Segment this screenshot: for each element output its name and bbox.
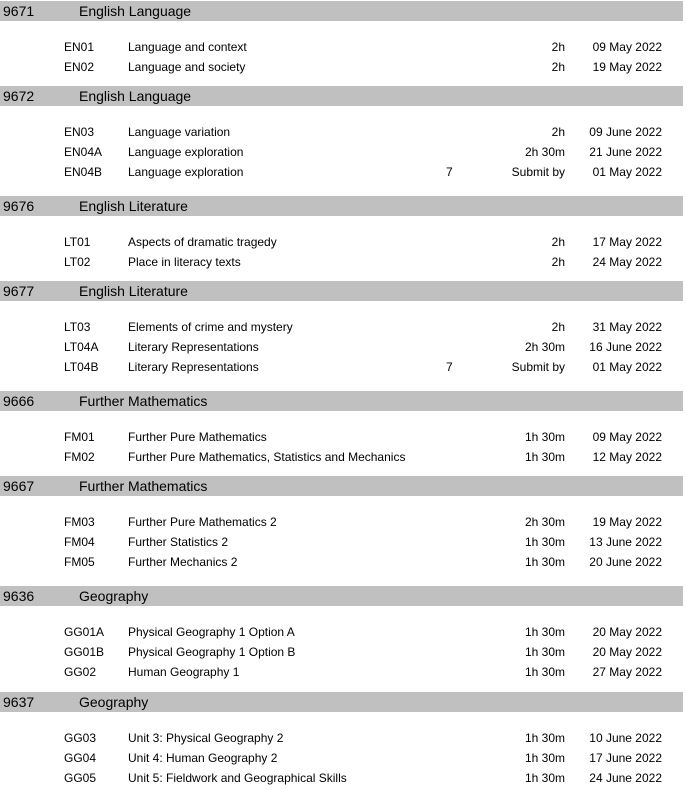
section-header xyxy=(0,692,683,712)
section-name: Geography xyxy=(79,588,149,604)
component-code: LT04B xyxy=(64,360,99,374)
component-code: FM04 xyxy=(64,535,95,549)
component-marks: 7 xyxy=(446,360,453,374)
component-date: 09 May 2022 xyxy=(592,430,662,444)
component-title: Unit 3: Physical Geography 2 xyxy=(128,731,284,745)
component-title: Physical Geography 1 Option B xyxy=(128,645,296,659)
component-duration: 1h 30m xyxy=(524,665,565,679)
component-row xyxy=(0,162,687,182)
component-duration: 1h 30m xyxy=(524,555,565,569)
component-title: Language exploration xyxy=(128,165,244,179)
section-header xyxy=(0,86,683,106)
component-row xyxy=(0,728,687,748)
component-row xyxy=(0,122,687,142)
component-code: LT04A xyxy=(64,340,99,354)
component-date: 19 May 2022 xyxy=(592,60,662,74)
component-row xyxy=(0,252,687,272)
section-name: English Language xyxy=(79,88,192,104)
component-date: 17 May 2022 xyxy=(592,235,662,249)
component-date: 16 June 2022 xyxy=(589,340,662,354)
component-date: 17 June 2022 xyxy=(589,751,662,765)
component-code: GG01B xyxy=(64,645,105,659)
component-code: FM05 xyxy=(64,555,95,569)
component-title: Language and society xyxy=(128,60,246,74)
component-title: Language exploration xyxy=(128,145,244,159)
section-header xyxy=(0,196,683,216)
component-title: Literary Representations xyxy=(128,340,259,354)
component-row xyxy=(0,427,687,447)
component-duration: 2h 30m xyxy=(524,340,565,354)
section-code: 9637 xyxy=(3,694,35,710)
component-date: 12 May 2022 xyxy=(592,450,662,464)
component-row xyxy=(0,337,687,357)
component-row xyxy=(0,37,687,57)
component-duration: 1h 30m xyxy=(524,450,565,464)
component-row xyxy=(0,622,687,642)
component-code: FM01 xyxy=(64,430,95,444)
component-title: Further Mechanics 2 xyxy=(128,555,238,569)
section-header xyxy=(0,391,683,411)
component-date: 09 May 2022 xyxy=(592,40,662,54)
component-row xyxy=(0,447,687,467)
component-code: GG02 xyxy=(64,665,97,679)
component-duration: 2h xyxy=(551,60,565,74)
component-code: GG01A xyxy=(64,625,105,639)
component-duration: 2h 30m xyxy=(524,145,565,159)
component-row xyxy=(0,142,687,162)
component-row xyxy=(0,512,687,532)
section-code: 9671 xyxy=(3,3,35,19)
component-code: LT01 xyxy=(64,235,91,249)
section-code: 9666 xyxy=(3,393,35,409)
section-name: Further Mathematics xyxy=(79,478,208,494)
component-row xyxy=(0,642,687,662)
component-row xyxy=(0,748,687,768)
component-duration: 2h xyxy=(551,125,565,139)
component-title: Further Pure Mathematics 2 xyxy=(128,515,277,529)
component-row xyxy=(0,662,687,682)
component-date: 21 June 2022 xyxy=(589,145,662,159)
section-code: 9667 xyxy=(3,478,35,494)
component-duration: Submit by xyxy=(511,165,565,179)
component-duration: 1h 30m xyxy=(524,535,565,549)
component-duration: 1h 30m xyxy=(524,430,565,444)
component-date: 19 May 2022 xyxy=(592,515,662,529)
component-duration: 2h xyxy=(551,235,565,249)
component-duration: 2h xyxy=(551,40,565,54)
section-header xyxy=(0,1,683,21)
component-row xyxy=(0,57,687,77)
component-row xyxy=(0,317,687,337)
component-title: Further Pure Mathematics, Statistics and Mechanics xyxy=(128,450,406,464)
component-code: GG04 xyxy=(64,751,97,765)
component-duration: 2h xyxy=(551,320,565,334)
component-duration: 1h 30m xyxy=(524,751,565,765)
component-date: 20 May 2022 xyxy=(592,645,662,659)
component-title: Elements of crime and mystery xyxy=(128,320,293,334)
component-title: Further Statistics 2 xyxy=(128,535,229,549)
section-header xyxy=(0,281,683,301)
component-duration: 2h xyxy=(551,255,565,269)
component-code: LT02 xyxy=(64,255,91,269)
component-code: EN01 xyxy=(64,40,95,54)
component-date: 01 May 2022 xyxy=(592,360,662,374)
component-code: EN04A xyxy=(64,145,103,159)
component-date: 27 May 2022 xyxy=(592,665,662,679)
component-title: Aspects of dramatic tragedy xyxy=(128,235,277,249)
component-date: 24 June 2022 xyxy=(589,771,662,785)
section-code: 9636 xyxy=(3,588,35,604)
component-title: Unit 5: Fieldwork and Geographical Skills xyxy=(128,771,347,785)
component-duration: 1h 30m xyxy=(524,731,565,745)
component-duration: Submit by xyxy=(511,360,565,374)
section-name: Further Mathematics xyxy=(79,393,208,409)
component-code: EN02 xyxy=(64,60,95,74)
component-date: 20 May 2022 xyxy=(592,625,662,639)
component-date: 20 June 2022 xyxy=(589,555,662,569)
component-date: 10 June 2022 xyxy=(589,731,662,745)
component-row xyxy=(0,232,687,252)
component-code: FM03 xyxy=(64,515,95,529)
component-date: 13 June 2022 xyxy=(589,535,662,549)
section-code: 9676 xyxy=(3,198,35,214)
component-code: EN04B xyxy=(64,165,103,179)
component-date: 01 May 2022 xyxy=(592,165,662,179)
component-row xyxy=(0,357,687,377)
component-duration: 2h 30m xyxy=(524,515,565,529)
section-name: English Language xyxy=(79,3,192,19)
component-title: Language variation xyxy=(128,125,231,139)
section-code: 9677 xyxy=(3,283,35,299)
component-duration: 1h 30m xyxy=(524,771,565,785)
component-code: GG05 xyxy=(64,771,97,785)
component-row xyxy=(0,532,687,552)
section-name: Geography xyxy=(79,694,149,710)
component-code: LT03 xyxy=(64,320,91,334)
section-name: English Literature xyxy=(79,198,188,214)
component-title: Language and context xyxy=(128,40,247,54)
component-date: 24 May 2022 xyxy=(592,255,662,269)
component-code: FM02 xyxy=(64,450,95,464)
section-name: English Literature xyxy=(79,283,188,299)
component-marks: 7 xyxy=(446,165,453,179)
component-title: Further Pure Mathematics xyxy=(128,430,267,444)
component-title: Unit 4: Human Geography 2 xyxy=(128,751,278,765)
section-header xyxy=(0,586,683,606)
component-title: Place in literacy texts xyxy=(128,255,241,269)
section-code: 9672 xyxy=(3,88,35,104)
component-date: 31 May 2022 xyxy=(592,320,662,334)
component-code: EN03 xyxy=(64,125,95,139)
component-date: 09 June 2022 xyxy=(589,125,662,139)
component-duration: 1h 30m xyxy=(524,625,565,639)
component-code: GG03 xyxy=(64,731,97,745)
component-title: Physical Geography 1 Option A xyxy=(128,625,295,639)
component-title: Human Geography 1 xyxy=(128,665,240,679)
component-duration: 1h 30m xyxy=(524,645,565,659)
component-title: Literary Representations xyxy=(128,360,259,374)
component-row xyxy=(0,768,687,788)
component-row xyxy=(0,552,687,572)
section-header xyxy=(0,476,683,496)
